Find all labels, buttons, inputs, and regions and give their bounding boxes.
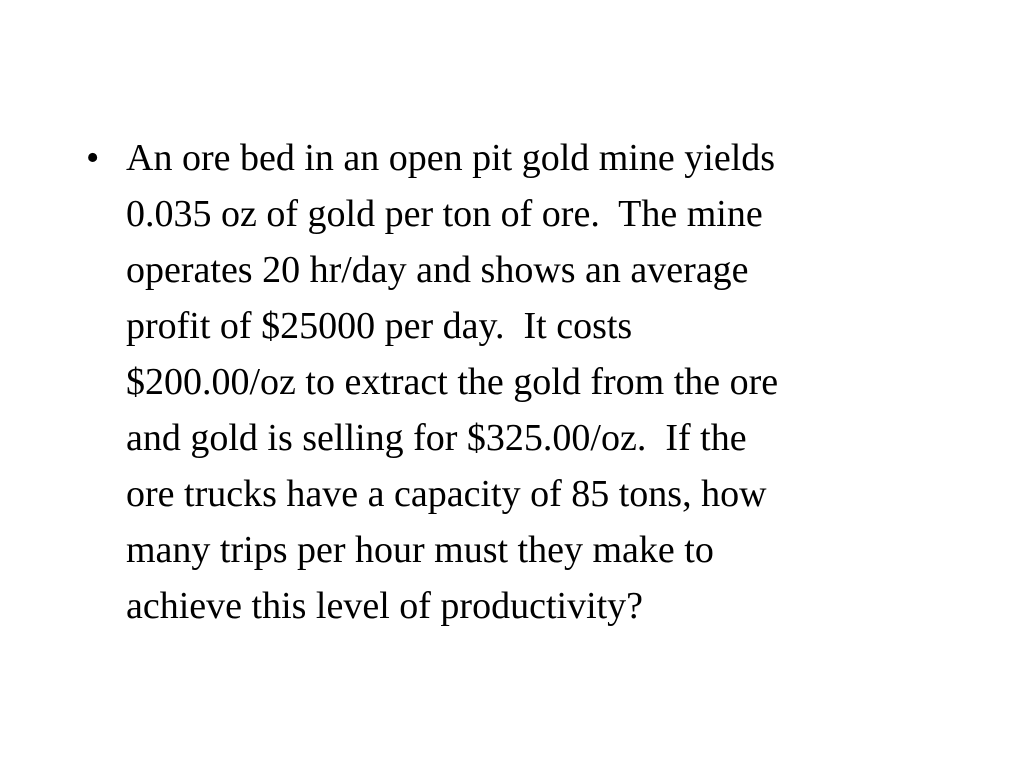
problem-text-line-5: $200.00/oz to extract the gold from the ore — [126, 361, 779, 403]
bullet-icon: • — [86, 137, 100, 179]
problem-text-line-7: ore trucks have a capacity of 85 tons, how — [126, 473, 767, 515]
problem-text-line-2: 0.035 oz of gold per ton of ore. The mine — [126, 193, 763, 235]
problem-text-line-3: operates 20 hr/day and shows an average — [126, 249, 749, 291]
problem-text-line-4: profit of $25000 per day. It costs — [126, 305, 633, 347]
problem-text-line-9: achieve this level of productivity? — [126, 585, 644, 627]
problem-text — [126, 130, 778, 634]
bullet-list — [86, 130, 946, 634]
problem-text-line-8: many trips per hour must they make to — [126, 529, 714, 571]
problem-text-line-6: and gold is selling for $325.00/oz. If the — [126, 417, 747, 459]
problem-text-line-1: An ore bed in an open pit gold mine yields — [126, 137, 776, 179]
bullet-item — [86, 130, 946, 634]
